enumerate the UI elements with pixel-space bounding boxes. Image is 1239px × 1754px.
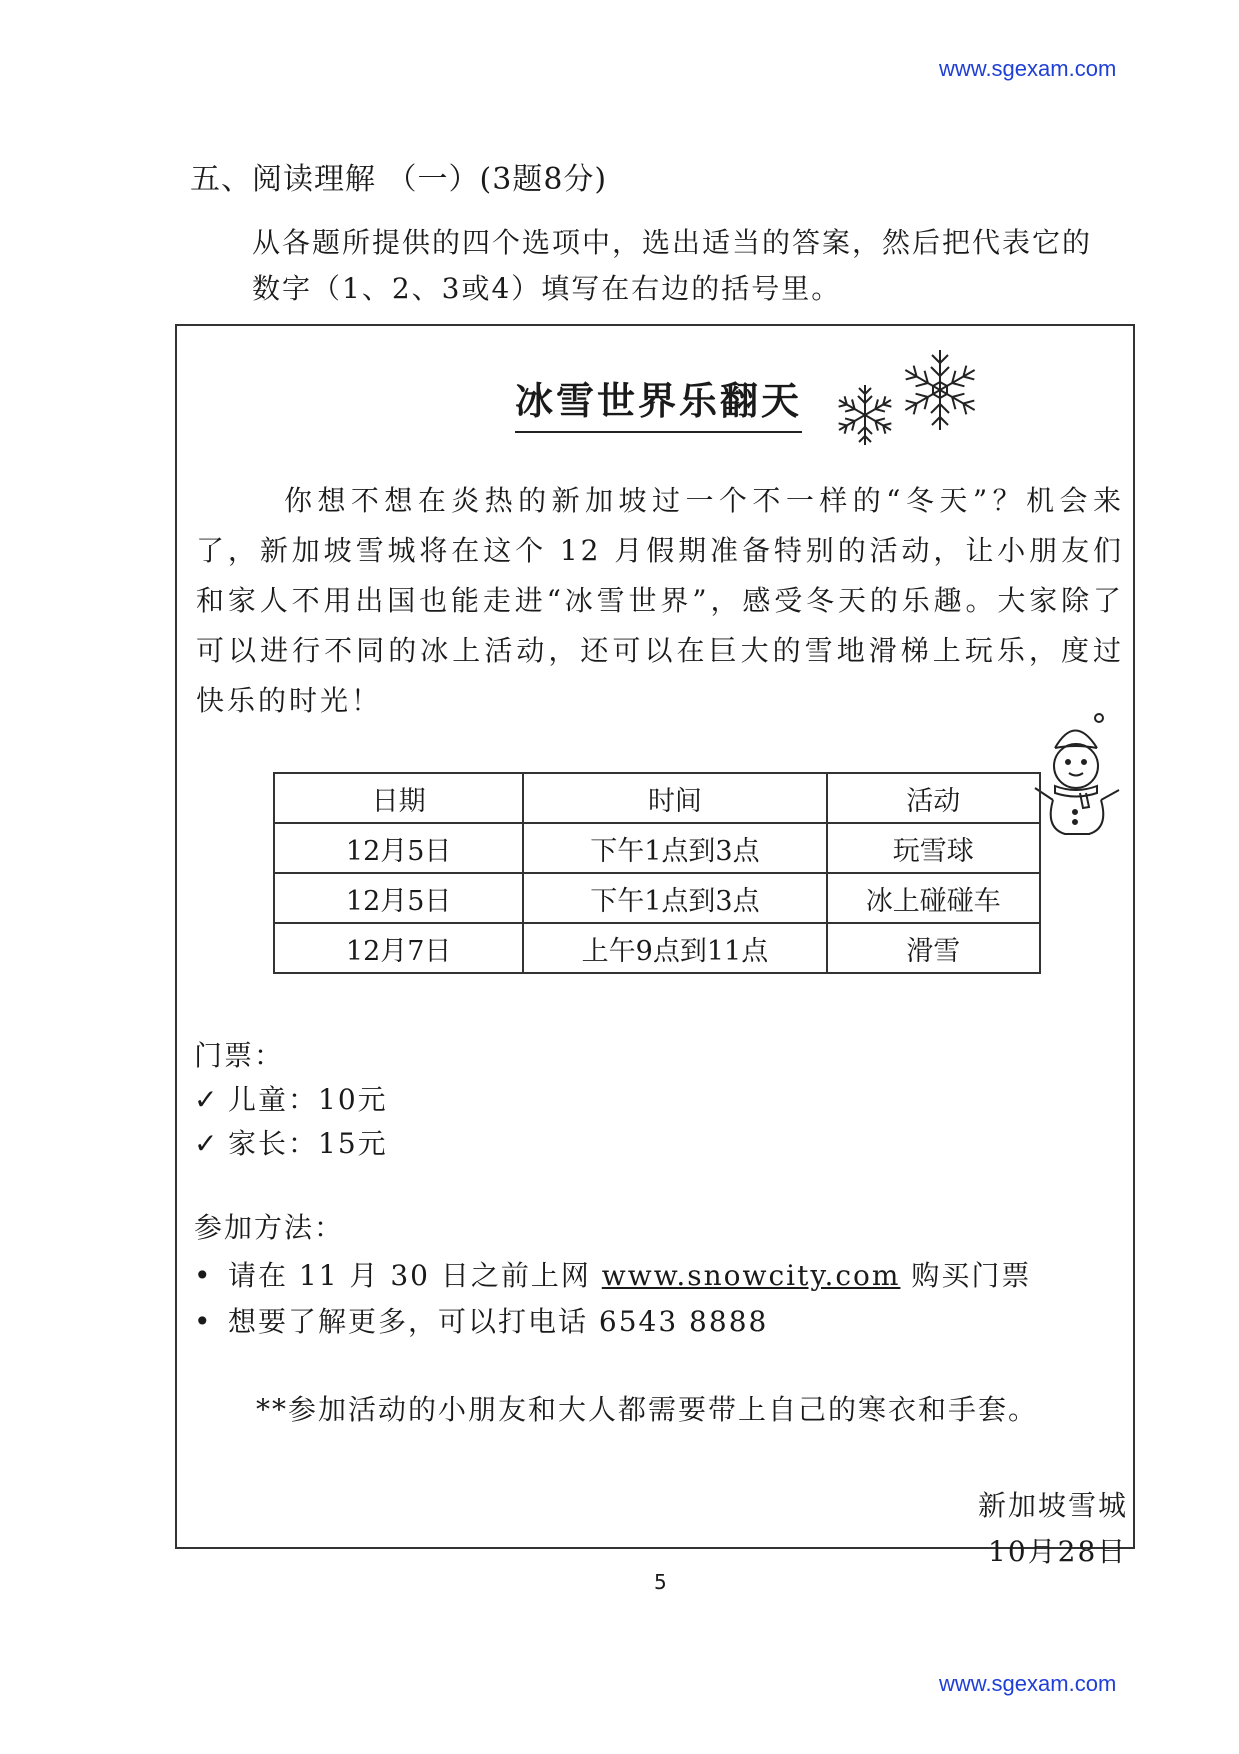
footer-site-link[interactable]: www.sgexam.com bbox=[939, 1671, 1117, 1696]
section-heading: 五、阅读理解 （一）(3题8分) bbox=[190, 162, 608, 197]
ticket-item bbox=[194, 1122, 388, 1162]
notice-title: 冰雪世界乐翻天 bbox=[515, 370, 802, 433]
snowcity-link[interactable]: www.snowcity.com bbox=[601, 1259, 901, 1292]
join-item bbox=[194, 1300, 768, 1340]
schedule-table bbox=[273, 772, 1041, 974]
cell-time: 下午1点到3点 bbox=[523, 873, 826, 923]
cell-date: 12月5日 bbox=[274, 873, 523, 923]
cell-date: 12月5日 bbox=[274, 823, 523, 873]
header-time: 时间 bbox=[523, 773, 826, 823]
header-date: 日期 bbox=[274, 773, 523, 823]
notice-paragraph: 你想不想在炎热的新加坡过一个不一样的“冬天”？机会来了，新加坡雪城将在这个 12 月假期准备特别的活动，让小朋友们和家人不用出国也能走进“冰雪世界”，感受冬天的乐趣。大家除了可以进行不同的冰上活动，还可以在巨大的雪地滑梯上玩乐，度过快乐的时光！ bbox=[196, 484, 1124, 717]
tickets-label: 门票： bbox=[194, 1039, 285, 1072]
table-row bbox=[274, 873, 1040, 923]
join-phone: 想要了解更多，可以打电话 6543 8888 bbox=[228, 1305, 769, 1338]
header-activity: 活动 bbox=[827, 773, 1040, 823]
instruction-line-1: 从各题所提供的四个选项中，选出适当的答案，然后把代表它的 bbox=[252, 226, 1093, 259]
table-row bbox=[274, 923, 1040, 973]
check-icon: ✓ bbox=[194, 1083, 220, 1116]
snowflake-large-icon bbox=[895, 345, 985, 435]
snowflake-small-icon bbox=[830, 380, 900, 450]
ticket-parent-price: 家长：15元 bbox=[228, 1127, 388, 1160]
ticket-item bbox=[194, 1078, 388, 1118]
bullet-icon: • bbox=[194, 1259, 213, 1292]
cell-activity: 玩雪球 bbox=[827, 823, 1040, 873]
table-row bbox=[274, 823, 1040, 873]
table-header-row bbox=[274, 773, 1040, 823]
notice-note: **参加活动的小朋友和大人都需要带上自己的寒衣和手套。 bbox=[256, 1393, 1039, 1426]
header-site-link[interactable]: www.sgexam.com bbox=[939, 56, 1117, 81]
bullet-icon: • bbox=[194, 1305, 213, 1338]
page-number: 5 bbox=[654, 1570, 667, 1594]
join-item-prefix: 请在 11 月 30 日之前上网 bbox=[228, 1259, 602, 1292]
cell-activity: 冰上碰碰车 bbox=[827, 873, 1040, 923]
signature-org: 新加坡雪城 bbox=[978, 1489, 1129, 1522]
join-item-suffix: 购买门票 bbox=[900, 1259, 1032, 1292]
cell-time: 上午9点到11点 bbox=[523, 923, 826, 973]
cell-time: 下午1点到3点 bbox=[523, 823, 826, 873]
instruction-line-2: 数字（1、2、3或4）填写在右边的括号里。 bbox=[252, 272, 842, 305]
how-to-join-label: 参加方法： bbox=[194, 1211, 345, 1244]
check-icon: ✓ bbox=[194, 1127, 220, 1160]
join-item bbox=[194, 1254, 1031, 1294]
cell-date: 12月7日 bbox=[274, 923, 523, 973]
signature-date: 10月28日 bbox=[988, 1535, 1128, 1568]
cell-activity: 滑雪 bbox=[827, 923, 1040, 973]
ticket-child-price: 儿童：10元 bbox=[228, 1083, 388, 1116]
